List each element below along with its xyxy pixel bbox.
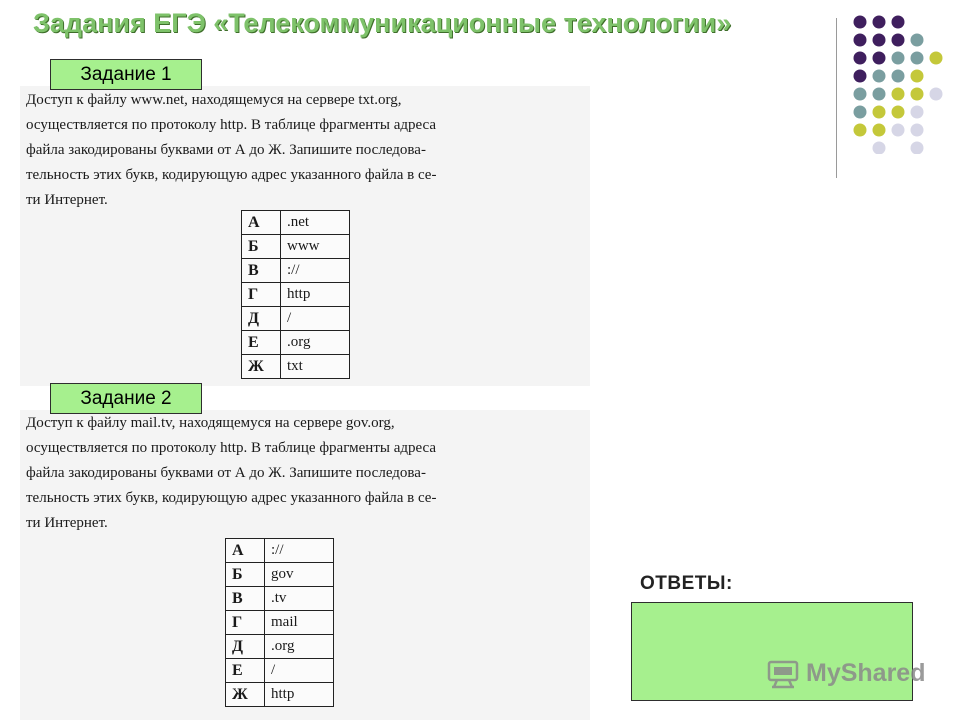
code-key: Г — [226, 611, 265, 635]
task-2-text — [26, 411, 578, 536]
code-value: :// — [265, 539, 334, 563]
code-key: Д — [242, 307, 281, 331]
code-value: txt — [281, 355, 350, 379]
code-key: Д — [226, 635, 265, 659]
table-row — [226, 563, 334, 587]
code-key: Б — [242, 235, 281, 259]
code-value: mail — [265, 611, 334, 635]
code-key: Ж — [242, 355, 281, 379]
table-row — [226, 539, 334, 563]
code-value: .org — [265, 635, 334, 659]
table-row — [242, 307, 350, 331]
table-row — [226, 587, 334, 611]
code-key: Е — [226, 659, 265, 683]
table-row — [242, 259, 350, 283]
task-1-line: осуществляется по протоколу http. В таблице фрагменты адреса — [26, 117, 437, 133]
code-key: Е — [242, 331, 281, 355]
task-1-line: тельность этих букв, кодирующую адрес указанного файла в се- — [26, 167, 437, 183]
task-1-line: файла закодированы буквами от А до Ж. Запишите последова- — [26, 142, 426, 158]
divider-line — [836, 18, 837, 178]
code-value: / — [265, 659, 334, 683]
code-key: В — [226, 587, 265, 611]
dot-row-6 — [854, 106, 924, 119]
task-2-line: тельность этих букв, кодирующую адрес указанного файла в се- — [26, 490, 437, 506]
dot-row-5 — [854, 88, 943, 101]
code-value: .net — [281, 211, 350, 235]
code-value: www — [281, 235, 350, 259]
code-value: / — [281, 307, 350, 331]
code-key: В — [242, 259, 281, 283]
code-value: gov — [265, 563, 334, 587]
watermark-text: MyShared — [806, 658, 926, 687]
code-value: http — [265, 683, 334, 707]
task-2-line: файла закодированы буквами от А до Ж. Запишите последова- — [26, 465, 426, 481]
watermark — [766, 655, 925, 691]
table-row — [226, 611, 334, 635]
table-row — [242, 331, 350, 355]
code-key: Ж — [226, 683, 265, 707]
code-value: http — [281, 283, 350, 307]
task-1-line: Доступ к файлу www.net, находящемуся на сервере txt.org, — [26, 92, 402, 108]
task-2-line: Доступ к файлу mail.tv, находящемуся на сервере gov.org, — [26, 415, 395, 431]
task-1-label: Задание 1 — [50, 59, 202, 90]
task-2-line: осуществляется по протоколу http. В таблице фрагменты адреса — [26, 440, 437, 456]
task-1-code-table — [241, 210, 350, 379]
code-key: А — [242, 211, 281, 235]
task-2-line: ти Интернет. — [26, 515, 108, 531]
dot-row-4 — [854, 70, 924, 83]
page-title: Задания ЕГЭ «Телекоммуникационные технологии» — [33, 8, 732, 38]
dot-row-2 — [854, 34, 924, 47]
answers-label: ОТВЕТЫ: — [640, 573, 733, 594]
dot-row-1 — [854, 16, 905, 29]
code-value: .tv — [265, 587, 334, 611]
table-row — [226, 683, 334, 707]
table-row — [242, 235, 350, 259]
dot-row-7 — [854, 124, 924, 137]
table-row — [226, 635, 334, 659]
task-1-text — [26, 88, 578, 213]
table-row — [242, 355, 350, 379]
task-1-line: ти Интернет. — [26, 192, 108, 208]
table-row — [242, 283, 350, 307]
myshared-logo-icon — [766, 657, 800, 689]
code-value: .org — [281, 331, 350, 355]
task-2-code-table — [225, 538, 334, 707]
task-2-label: Задание 2 — [50, 383, 202, 414]
dot-row-8 — [873, 142, 924, 155]
code-key: Б — [226, 563, 265, 587]
table-row — [226, 659, 334, 683]
decorative-dot-grid — [852, 14, 948, 154]
code-value: :// — [281, 259, 350, 283]
code-key: Г — [242, 283, 281, 307]
dot-row-3 — [854, 52, 943, 65]
table-row — [242, 211, 350, 235]
code-key: А — [226, 539, 265, 563]
